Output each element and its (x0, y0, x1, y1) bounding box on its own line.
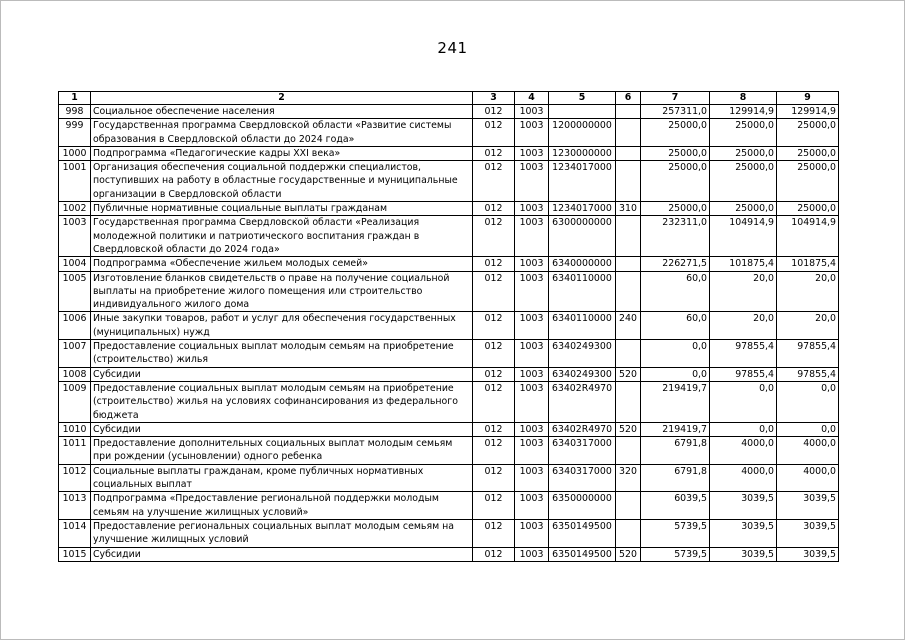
department-code-cell: 012 (473, 161, 515, 202)
expense-type-cell (616, 271, 641, 312)
amount-year3-cell: 3039,5 (777, 519, 839, 547)
expense-type-cell: 520 (616, 367, 641, 381)
table-row (59, 422, 839, 436)
amount-year1-cell: 60,0 (641, 271, 710, 312)
row-number-cell: 1003 (59, 216, 91, 257)
table-row (59, 257, 839, 271)
department-code-cell: 012 (473, 381, 515, 422)
table-row (59, 202, 839, 216)
section-code-cell: 1003 (515, 422, 549, 436)
item-name-cell: Изготовление бланков свидетельств о праве на получение социальной выплаты на приобретение жилого помещения или строительство индивидуального жилого дома (91, 271, 473, 312)
section-code-cell: 1003 (515, 216, 549, 257)
amount-year2-cell: 3039,5 (710, 519, 777, 547)
department-code-cell: 012 (473, 119, 515, 147)
amount-year2-cell: 25000,0 (710, 202, 777, 216)
amount-year3-cell: 25000,0 (777, 161, 839, 202)
expense-type-cell (616, 381, 641, 422)
department-code-cell: 012 (473, 257, 515, 271)
expense-type-cell (616, 492, 641, 520)
item-name-cell: Подпрограмма «Обеспечение жильем молодых семей» (91, 257, 473, 271)
section-code-cell: 1003 (515, 257, 549, 271)
section-code-cell: 1003 (515, 519, 549, 547)
amount-year2-cell: 4000,0 (710, 464, 777, 492)
item-name-cell: Подпрограмма «Педагогические кадры XXI века» (91, 146, 473, 160)
item-name-cell: Субсидии (91, 367, 473, 381)
table-row (59, 271, 839, 312)
table-row (59, 161, 839, 202)
department-code-cell: 012 (473, 216, 515, 257)
department-code-cell: 012 (473, 202, 515, 216)
row-number-cell: 1014 (59, 519, 91, 547)
row-number-cell: 1010 (59, 422, 91, 436)
amount-year3-cell: 97855,4 (777, 367, 839, 381)
target-article-cell: 1200000000 (549, 119, 616, 147)
target-article-cell: 1230000000 (549, 146, 616, 160)
amount-year3-cell: 0,0 (777, 422, 839, 436)
row-number-cell: 1008 (59, 367, 91, 381)
row-number-cell: 1002 (59, 202, 91, 216)
table-row (59, 519, 839, 547)
expense-type-cell: 310 (616, 202, 641, 216)
column-header: 9 (777, 92, 839, 105)
column-header: 1 (59, 92, 91, 105)
table-row (59, 105, 839, 119)
amount-year1-cell: 25000,0 (641, 146, 710, 160)
column-header: 2 (91, 92, 473, 105)
header-row (59, 92, 839, 105)
budget-table (58, 91, 839, 562)
target-article-cell: 1234017000 (549, 161, 616, 202)
amount-year3-cell: 104914,9 (777, 216, 839, 257)
item-name-cell: Публичные нормативные социальные выплаты гражданам (91, 202, 473, 216)
expense-type-cell: 240 (616, 312, 641, 340)
target-article-cell: 6340249300 (549, 367, 616, 381)
item-name-cell: Социальные выплаты гражданам, кроме публичных нормативных социальных выплат (91, 464, 473, 492)
target-article-cell: 6350149500 (549, 547, 616, 561)
department-code-cell: 012 (473, 340, 515, 368)
column-header: 6 (616, 92, 641, 105)
department-code-cell: 012 (473, 437, 515, 465)
amount-year1-cell: 6791,8 (641, 464, 710, 492)
item-name-cell: Государственная программа Свердловской области «Развитие системы образования в Свердловской области до 2024 года» (91, 119, 473, 147)
amount-year1-cell: 25000,0 (641, 161, 710, 202)
expense-type-cell (616, 105, 641, 119)
amount-year1-cell: 219419,7 (641, 381, 710, 422)
row-number-cell: 1006 (59, 312, 91, 340)
expense-type-cell (616, 216, 641, 257)
row-number-cell: 1015 (59, 547, 91, 561)
expense-type-cell: 520 (616, 547, 641, 561)
amount-year3-cell: 25000,0 (777, 146, 839, 160)
amount-year1-cell: 5739,5 (641, 547, 710, 561)
table-row (59, 381, 839, 422)
amount-year1-cell: 25000,0 (641, 202, 710, 216)
amount-year2-cell: 20,0 (710, 271, 777, 312)
amount-year2-cell: 20,0 (710, 312, 777, 340)
amount-year1-cell: 5739,5 (641, 519, 710, 547)
row-number-cell: 1001 (59, 161, 91, 202)
item-name-cell: Иные закупки товаров, работ и услуг для обеспечения государственных (муниципальных) нужд (91, 312, 473, 340)
row-number-cell: 1009 (59, 381, 91, 422)
column-header: 3 (473, 92, 515, 105)
amount-year2-cell: 0,0 (710, 422, 777, 436)
row-number-cell: 1007 (59, 340, 91, 368)
amount-year2-cell: 129914,9 (710, 105, 777, 119)
amount-year2-cell: 4000,0 (710, 437, 777, 465)
department-code-cell: 012 (473, 464, 515, 492)
amount-year2-cell: 3039,5 (710, 492, 777, 520)
section-code-cell: 1003 (515, 119, 549, 147)
section-code-cell: 1003 (515, 437, 549, 465)
amount-year3-cell: 3039,5 (777, 492, 839, 520)
target-article-cell: 6350149500 (549, 519, 616, 547)
amount-year2-cell: 97855,4 (710, 340, 777, 368)
target-article-cell: 6340317000 (549, 464, 616, 492)
row-number-cell: 998 (59, 105, 91, 119)
row-number-cell: 1013 (59, 492, 91, 520)
target-article-cell (549, 105, 616, 119)
target-article-cell: 6340110000 (549, 271, 616, 312)
section-code-cell: 1003 (515, 161, 549, 202)
department-code-cell: 012 (473, 146, 515, 160)
amount-year2-cell: 101875,4 (710, 257, 777, 271)
amount-year3-cell: 97855,4 (777, 340, 839, 368)
item-name-cell: Предоставление региональных социальных выплат молодым семьям на улучшение жилищных условий (91, 519, 473, 547)
row-number-cell: 1005 (59, 271, 91, 312)
section-code-cell: 1003 (515, 271, 549, 312)
amount-year1-cell: 6791,8 (641, 437, 710, 465)
table-row (59, 146, 839, 160)
section-code-cell: 1003 (515, 547, 549, 561)
page-number: 241 (437, 39, 468, 57)
department-code-cell: 012 (473, 492, 515, 520)
expense-type-cell: 520 (616, 422, 641, 436)
amount-year2-cell: 0,0 (710, 381, 777, 422)
row-number-cell: 1012 (59, 464, 91, 492)
section-code-cell: 1003 (515, 492, 549, 520)
amount-year3-cell: 3039,5 (777, 547, 839, 561)
amount-year2-cell: 97855,4 (710, 367, 777, 381)
target-article-cell: 6300000000 (549, 216, 616, 257)
section-code-cell: 1003 (515, 312, 549, 340)
table-row (59, 492, 839, 520)
expense-type-cell: 320 (616, 464, 641, 492)
table-row (59, 216, 839, 257)
column-header: 7 (641, 92, 710, 105)
row-number-cell: 1000 (59, 146, 91, 160)
amount-year1-cell: 219419,7 (641, 422, 710, 436)
target-article-cell: 63402R4970 (549, 381, 616, 422)
table-row (59, 119, 839, 147)
expense-type-cell (616, 119, 641, 147)
target-article-cell: 6340000000 (549, 257, 616, 271)
amount-year1-cell: 0,0 (641, 340, 710, 368)
section-code-cell: 1003 (515, 202, 549, 216)
department-code-cell: 012 (473, 519, 515, 547)
item-name-cell: Предоставление социальных выплат молодым семьям на приобретение (строительство) жилья (91, 340, 473, 368)
table-row (59, 547, 839, 561)
section-code-cell: 1003 (515, 367, 549, 381)
row-number-cell: 1004 (59, 257, 91, 271)
department-code-cell: 012 (473, 312, 515, 340)
amount-year2-cell: 25000,0 (710, 119, 777, 147)
expense-type-cell (616, 340, 641, 368)
column-header: 8 (710, 92, 777, 105)
target-article-cell: 6340110000 (549, 312, 616, 340)
amount-year3-cell: 101875,4 (777, 257, 839, 271)
department-code-cell: 012 (473, 271, 515, 312)
amount-year3-cell: 129914,9 (777, 105, 839, 119)
table-row (59, 340, 839, 368)
amount-year1-cell: 25000,0 (641, 119, 710, 147)
amount-year1-cell: 6039,5 (641, 492, 710, 520)
expense-type-cell (616, 161, 641, 202)
amount-year3-cell: 25000,0 (777, 202, 839, 216)
amount-year3-cell: 20,0 (777, 312, 839, 340)
amount-year1-cell: 0,0 (641, 367, 710, 381)
amount-year2-cell: 25000,0 (710, 161, 777, 202)
target-article-cell: 6350000000 (549, 492, 616, 520)
amount-year2-cell: 104914,9 (710, 216, 777, 257)
amount-year1-cell: 232311,0 (641, 216, 710, 257)
amount-year3-cell: 4000,0 (777, 437, 839, 465)
table-row (59, 464, 839, 492)
row-number-cell: 1011 (59, 437, 91, 465)
target-article-cell: 63402R4970 (549, 422, 616, 436)
amount-year1-cell: 257311,0 (641, 105, 710, 119)
department-code-cell: 012 (473, 422, 515, 436)
item-name-cell: Социальное обеспечение населения (91, 105, 473, 119)
amount-year3-cell: 4000,0 (777, 464, 839, 492)
item-name-cell: Субсидии (91, 547, 473, 561)
item-name-cell: Предоставление дополнительных социальных выплат молодым семьям при рождении (усыновлении) одного ребенка (91, 437, 473, 465)
item-name-cell: Подпрограмма «Предоставление региональной поддержки молодым семьям на улучшение жилищных условий» (91, 492, 473, 520)
table-row (59, 312, 839, 340)
amount-year1-cell: 60,0 (641, 312, 710, 340)
column-header: 4 (515, 92, 549, 105)
table-row (59, 437, 839, 465)
department-code-cell: 012 (473, 105, 515, 119)
amount-year3-cell: 25000,0 (777, 119, 839, 147)
column-header: 5 (549, 92, 616, 105)
table-row (59, 367, 839, 381)
row-number-cell: 999 (59, 119, 91, 147)
target-article-cell: 6340317000 (549, 437, 616, 465)
item-name-cell: Государственная программа Свердловской области «Реализация молодежной политики и патриотического воспитания граждан в Свердловской области до 2024 года» (91, 216, 473, 257)
item-name-cell: Организация обеспечения социальной поддержки специалистов, поступивших на работу в областные государственные и муниципальные организации в Свердловской области (91, 161, 473, 202)
department-code-cell: 012 (473, 547, 515, 561)
section-code-cell: 1003 (515, 381, 549, 422)
target-article-cell: 1234017000 (549, 202, 616, 216)
item-name-cell: Предоставление социальных выплат молодым семьям на приобретение (строительство) жилья на условиях софинансирования из федерального бюджета (91, 381, 473, 422)
expense-type-cell (616, 146, 641, 160)
section-code-cell: 1003 (515, 146, 549, 160)
section-code-cell: 1003 (515, 464, 549, 492)
target-article-cell: 6340249300 (549, 340, 616, 368)
section-code-cell: 1003 (515, 340, 549, 368)
amount-year3-cell: 20,0 (777, 271, 839, 312)
amount-year1-cell: 226271,5 (641, 257, 710, 271)
expense-type-cell (616, 519, 641, 547)
department-code-cell: 012 (473, 367, 515, 381)
amount-year2-cell: 3039,5 (710, 547, 777, 561)
expense-type-cell (616, 257, 641, 271)
section-code-cell: 1003 (515, 105, 549, 119)
amount-year2-cell: 25000,0 (710, 146, 777, 160)
expense-type-cell (616, 437, 641, 465)
amount-year3-cell: 0,0 (777, 381, 839, 422)
item-name-cell: Субсидии (91, 422, 473, 436)
